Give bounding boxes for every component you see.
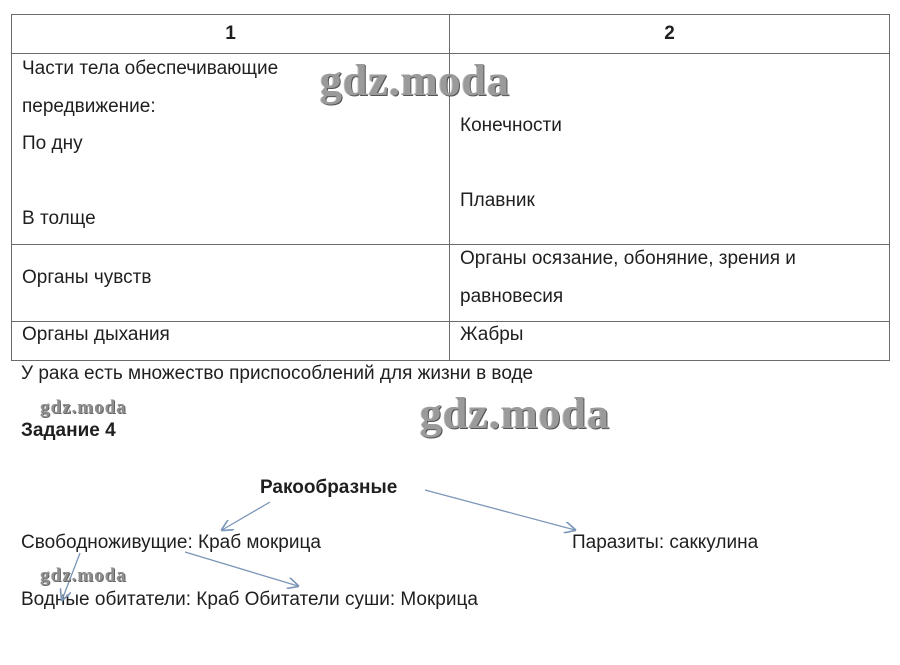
watermark-logo: gdz.moda <box>40 397 127 418</box>
habitat-label: Водные обитатели: Краб Обитатели суши: Мокрица <box>21 589 478 610</box>
cell-text: Конечности <box>460 115 562 136</box>
column-header-2: 2 <box>450 15 890 54</box>
diagram-root-label: Ракообразные <box>260 477 398 498</box>
task-heading: Задание 4 <box>21 420 116 441</box>
parasites-label: Паразиты: саккулина <box>572 532 759 553</box>
column-header-1: 1 <box>12 15 450 54</box>
cell-text: Органы дыхания <box>22 324 170 345</box>
arrow-to-free-living <box>222 502 270 530</box>
cell-text: В толще <box>22 208 96 229</box>
cell-text: Части тела обеспечивающие <box>22 58 279 79</box>
watermark-logo: gdz.moda <box>420 389 611 438</box>
cell-text: Плавник <box>460 190 535 211</box>
arrow-to-land-dwellers <box>185 552 298 586</box>
free-living-label: Свободноживущие: Краб мокрица <box>21 532 321 553</box>
cell-text: По дну <box>22 133 83 154</box>
watermark-logo: gdz.moda <box>40 565 127 586</box>
cell-text: равновесия <box>460 286 564 307</box>
cell-text: передвижение: <box>22 96 156 117</box>
cell-text: Органы чувств <box>22 267 152 288</box>
watermark-logo: gdz.moda <box>320 56 511 105</box>
cell-text: Жабры <box>460 324 524 345</box>
summary-text: У рака есть множество приспособлений для жизни в воде <box>21 363 534 384</box>
cell-text: Органы осязание, обоняние, зрения и <box>460 248 796 269</box>
arrow-to-parasites <box>425 490 575 530</box>
